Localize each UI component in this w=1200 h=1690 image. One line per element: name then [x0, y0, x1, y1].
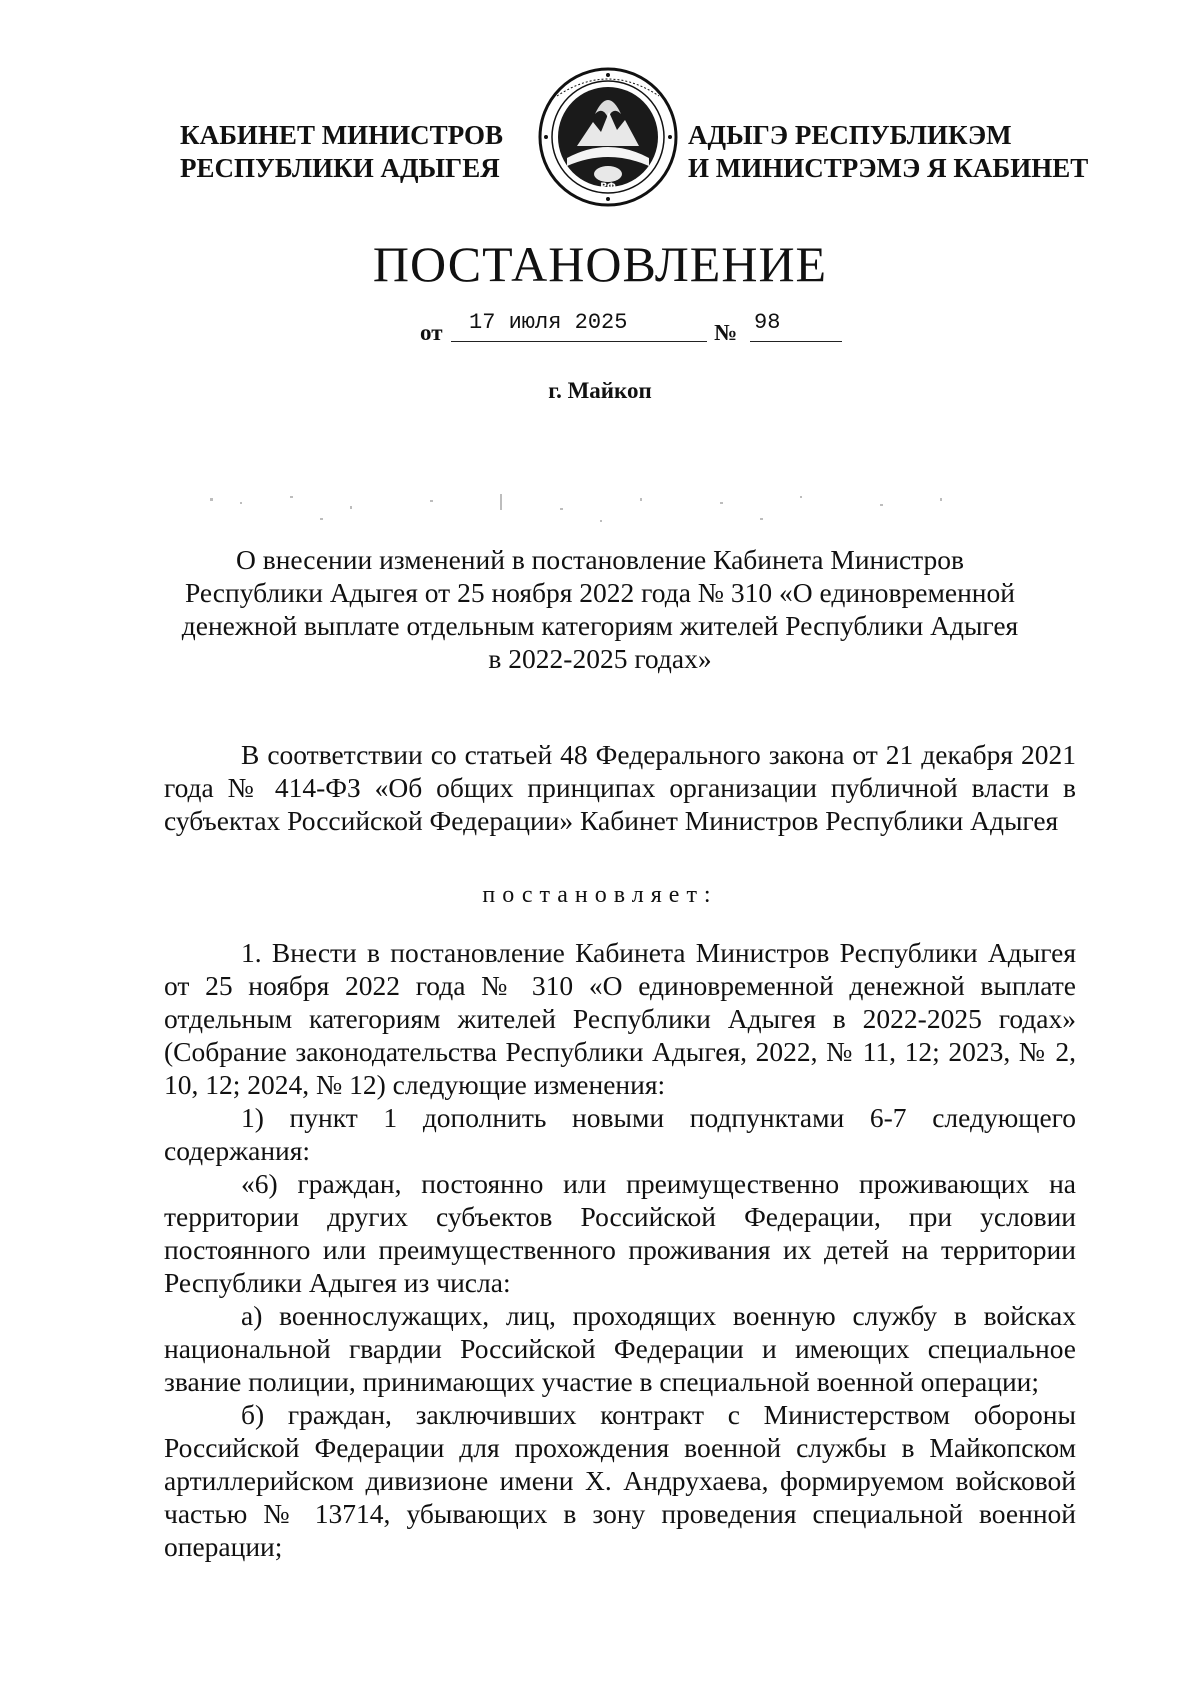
date-number-row — [420, 310, 820, 350]
subitem-1-paragraph: 1) пункт 1 дополнить новыми подпунктами 6-7 следующего содержания: — [164, 1102, 1076, 1166]
resolution-body — [164, 936, 1076, 1563]
date-field: 17 июля 2025 — [451, 310, 707, 342]
issuer-line-adyghe-2: И МИНИСТРЭМЭ Я КАБИНЕТ — [688, 153, 1089, 183]
number-prefix-label: № — [714, 320, 738, 345]
document-type-title: ПОСТАНОВЛЕНИЕ — [372, 236, 828, 292]
date-prefix-label: от — [420, 320, 443, 345]
decree-word: постановляет: — [482, 882, 718, 908]
issuer-line-2: РЕСПУБЛИКИ АДЫГЕЯ — [180, 153, 500, 183]
issuer-line-1: КАБИНЕТ МИНИСТРОВ — [180, 120, 504, 150]
subject-line-4: в 2022-2025 годах» — [488, 643, 712, 674]
city-label: г. Майкоп — [548, 378, 652, 403]
issuer-name-russian — [180, 119, 503, 185]
subject-line-2: Республики Адыгея от 25 ноября 2022 года № 310 «О единовременной — [184, 577, 1015, 608]
issuer-name-adyghe — [688, 119, 1088, 185]
subitem-a-paragraph: а) военнослужащих, лиц, проходящих военную службу в войсках национальной гвардии Российской Федерации и имеющих специальное звание полиции, принимающих участие в специальной военной операции; — [164, 1300, 1076, 1397]
preamble-paragraph: В соответствии со статьей 48 Федерального закона от 21 декабря 2021 года № 414-ФЗ «Об общих принципах организации публичной власти в субъектах Российской Федерации» Кабинет Министров Республики Адыгея — [164, 739, 1076, 836]
quote-6-paragraph: «6) граждан, постоянно или преимущественно проживающих на территории других субъектов Российской Федерации, при условии постоянного или преимущественного проживания их детей на территории Республики Адыгея из числа: — [164, 1168, 1076, 1298]
coat-of-arms-icon — [537, 66, 679, 208]
subject-line-3: денежной выплате отдельным категориям жителей Республики Адыгея — [181, 610, 1019, 641]
item-1-paragraph: 1. Внести в постановление Кабинета Министров Республики Адыгея от 25 ноября 2022 года № 310 «О единовременной денежной выплате отдельным категориям жителей Республики Адыгея в 2022-2025 годах» (Собрание законодательства Республики Адыгея, 2022, № 11, 12; 2023, № 2, 10, 12; 2024, № 12) следующие изменения: — [164, 937, 1076, 1100]
subject-line-1: О внесении изменений в постановление Кабинета Министров — [235, 544, 965, 575]
svg-text:РФ: РФ — [600, 182, 616, 192]
number-field: 98 — [750, 310, 842, 342]
document-subject — [150, 543, 1050, 675]
subitem-b-paragraph: б) граждан, заключивших контракт с Министерством обороны Российской Федерации для прохождения военной службы в Майкопском артиллерийском дивизионе имени Х. Андрухаева, формируемом войсковой частью № 13714, убывающих в зону проведения специальной военной операции; — [164, 1399, 1076, 1562]
preamble-block — [164, 738, 1076, 837]
scan-artifact — [200, 488, 1000, 532]
issuer-line-adyghe-1: АДЫГЭ РЕСПУБЛИКЭМ — [688, 120, 1012, 150]
